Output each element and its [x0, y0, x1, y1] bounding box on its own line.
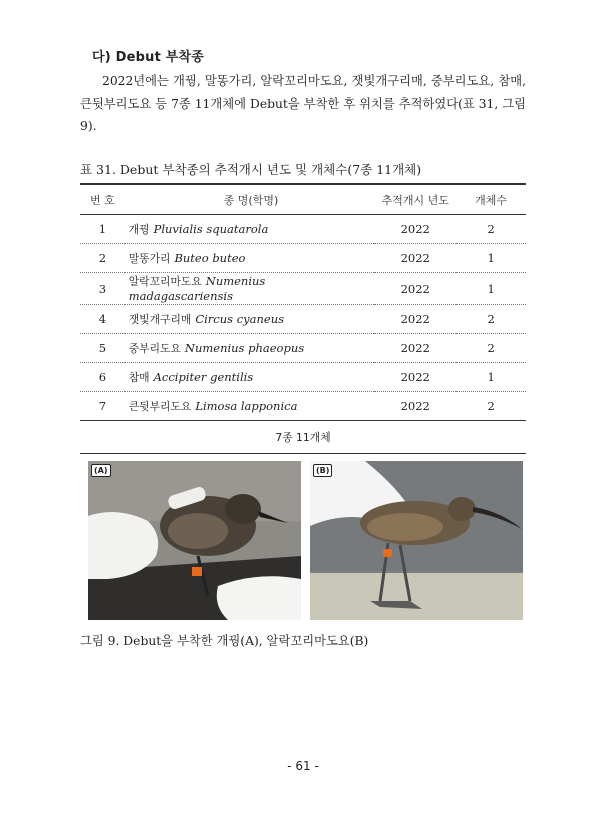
photo-b-label: (B) — [313, 464, 332, 477]
photo-b-image — [310, 461, 523, 620]
cell-species — [125, 273, 374, 305]
species-korean: 참매 — [128, 370, 150, 384]
cell-year: 2022 — [374, 392, 456, 421]
photo-grey-plover — [88, 461, 301, 620]
cell-species — [125, 392, 374, 421]
cell-year: 2022 — [374, 334, 456, 363]
species-korean: 알락꼬리마도요 — [128, 275, 202, 288]
cell-year: 2022 — [374, 244, 456, 273]
species-korean: 개꿩 — [128, 222, 150, 236]
cell-count: 2 — [456, 215, 526, 244]
cell-species — [125, 334, 374, 363]
table-row — [80, 392, 526, 421]
species-korean: 말똥가리 — [128, 251, 171, 265]
cell-year: 2022 — [374, 305, 456, 334]
figure-caption: 그림 9. Debut을 부착한 개꿩(A), 알락꼬리마도요(B) — [80, 634, 369, 648]
header-no: 번 호 — [80, 184, 125, 215]
species-korean: 큰뒷부리도요 — [128, 399, 192, 413]
species-scientific: Numenius phaeopus — [184, 340, 305, 355]
cell-count: 2 — [456, 305, 526, 334]
cell-no: 3 — [80, 273, 125, 305]
table-row — [80, 244, 526, 273]
table-row — [80, 305, 526, 334]
cell-species — [125, 244, 374, 273]
cell-no: 6 — [80, 363, 125, 392]
table-row — [80, 273, 526, 305]
cell-count: 2 — [456, 392, 526, 421]
cell-species — [125, 305, 374, 334]
body-paragraph: 2022년에는 개꿩, 말똥가리, 알락꼬리마도요, 잿빛개구리매, 중부리도요, 참매, 큰뒷부리도요 등 7종 11개체에 Debut을 부착한 후 위치를 추적하였다(표 31, 그림 9). — [80, 74, 526, 133]
page-number: - 61 - — [287, 759, 319, 773]
section-heading: 다) Debut 부착종 — [92, 50, 205, 65]
table-caption: 표 31. Debut 부착종의 추적개시 년도 및 개체수(7종 11개체) — [80, 162, 422, 177]
tracking-table — [80, 183, 526, 454]
cell-species — [125, 363, 374, 392]
species-korean: 잿빛개구리매 — [128, 312, 192, 326]
cell-count: 1 — [456, 363, 526, 392]
table-total-row — [80, 421, 526, 454]
table-header-row — [80, 184, 526, 215]
species-scientific: Accipiter gentilis — [153, 369, 254, 384]
species-scientific: Circus cyaneus — [195, 311, 285, 326]
table-row — [80, 215, 526, 244]
cell-no: 2 — [80, 244, 125, 273]
table-total: 7종 11개체 — [80, 421, 526, 454]
cell-no: 1 — [80, 215, 125, 244]
cell-count: 1 — [456, 244, 526, 273]
species-scientific: Pluvialis squatarola — [153, 221, 269, 236]
photo-a-image — [88, 461, 301, 620]
cell-no: 4 — [80, 305, 125, 334]
cell-year: 2022 — [374, 363, 456, 392]
table-row — [80, 334, 526, 363]
species-scientific: Buteo buteo — [174, 250, 246, 265]
cell-count: 1 — [456, 273, 526, 305]
species-korean: 중부리도요 — [128, 341, 181, 355]
header-year: 추적개시 년도 — [374, 184, 456, 215]
cell-no: 5 — [80, 334, 125, 363]
species-scientific: Limosa lapponica — [195, 398, 298, 413]
cell-year: 2022 — [374, 215, 456, 244]
cell-species — [125, 215, 374, 244]
header-species: 종 명(학명) — [125, 184, 374, 215]
photo-curlew — [310, 461, 523, 620]
cell-year: 2022 — [374, 273, 456, 305]
header-count: 개체수 — [456, 184, 526, 215]
species-scientific: Numenius madagascariensis — [128, 274, 266, 303]
photo-a-label: (A) — [91, 464, 111, 477]
cell-no: 7 — [80, 392, 125, 421]
cell-count: 2 — [456, 334, 526, 363]
table-row — [80, 363, 526, 392]
